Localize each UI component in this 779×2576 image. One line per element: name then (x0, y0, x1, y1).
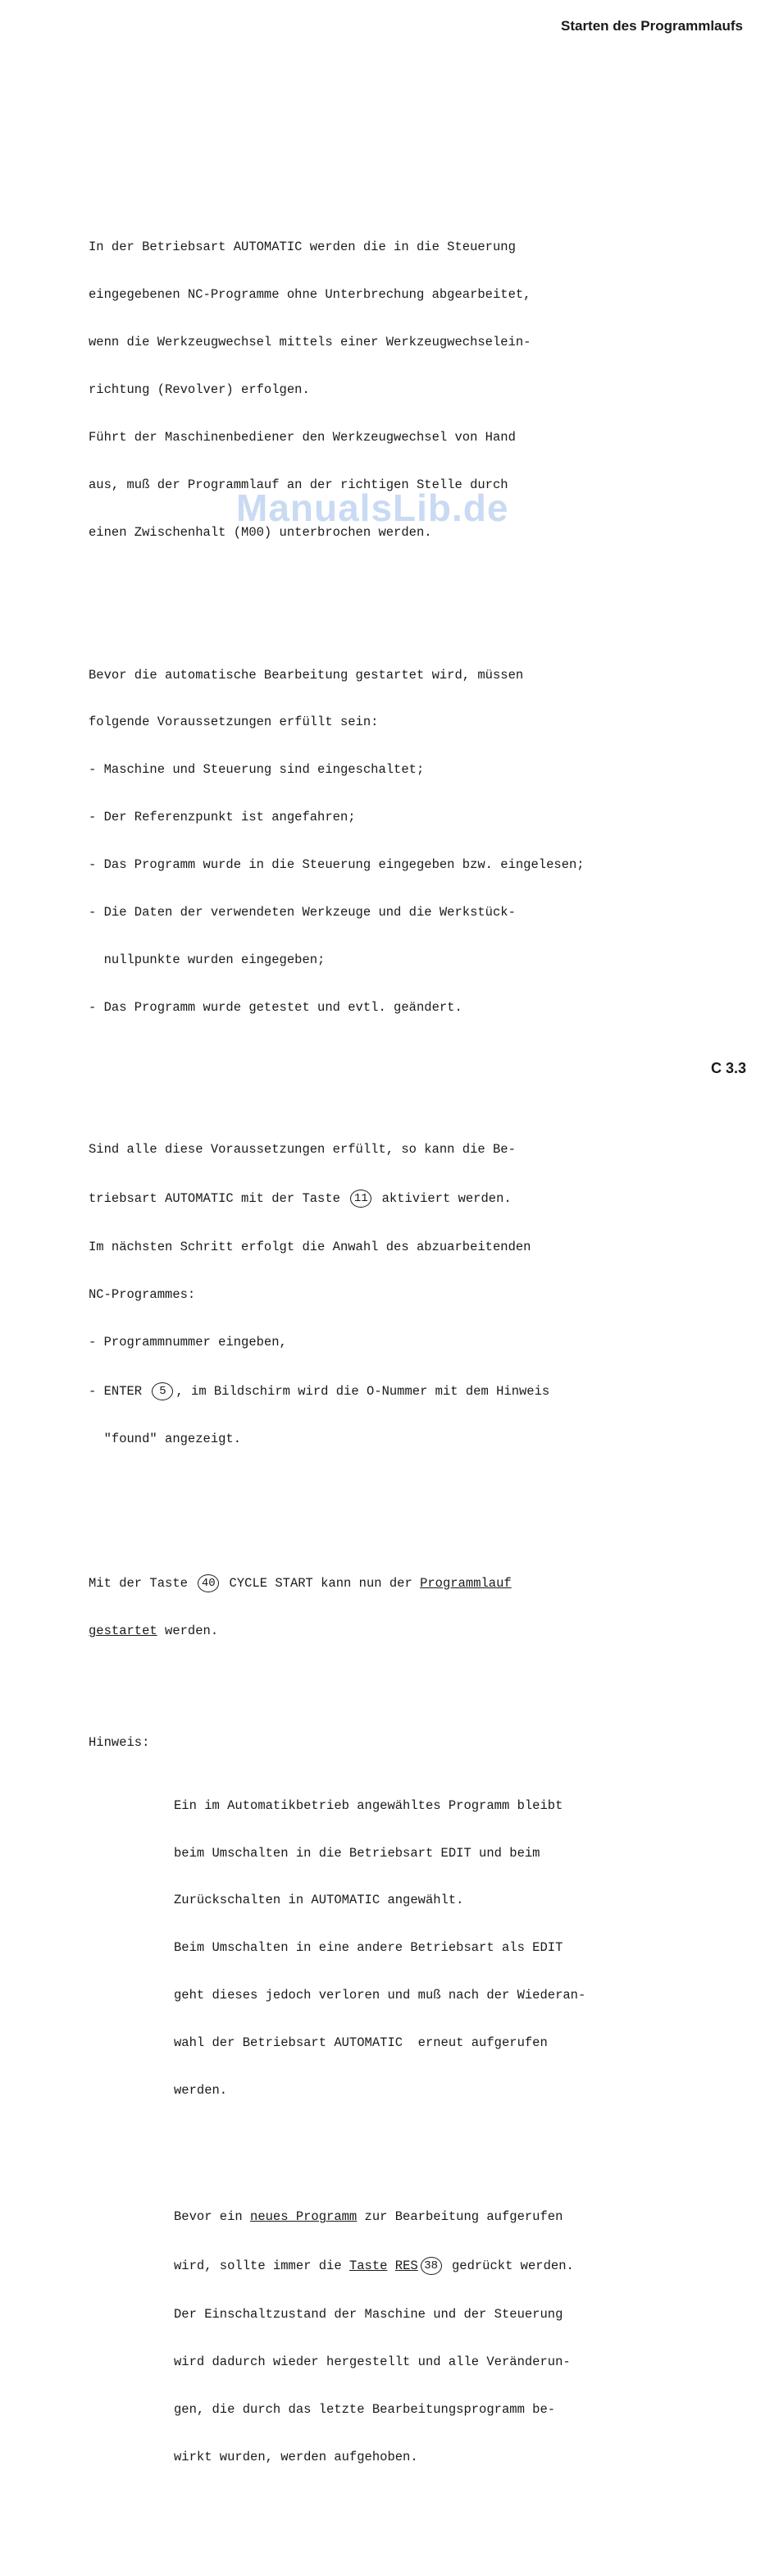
text-line: Der Einschaltzustand der Maschine und der Steuerung (174, 2306, 563, 2322)
text-line (89, 1624, 745, 1639)
underlined-text: RES (394, 2259, 418, 2274)
text-line: beim Umschalten in die Betriebsart EDIT und beim (174, 1845, 540, 1861)
key-5-badge: 5 (152, 1382, 173, 1400)
key-38-badge: 38 (421, 2257, 442, 2275)
key-40-badge: 40 (198, 1574, 219, 1592)
text-line: wird dadurch wieder hergestellt und alle Veränderun- (174, 2354, 571, 2369)
underlined-text: Taste (348, 2259, 388, 2274)
text-fragment: , im Bildschirm wird die O-Nummer mit dem Hinweis (175, 1383, 550, 1399)
paragraph-activation (89, 1111, 745, 1479)
text-line: eingegebenen NC-Programme ohne Unterbrechung abgearbeitet, (89, 287, 531, 303)
list-item: "found" angezeigt. (89, 1432, 242, 1447)
key-11-badge: 11 (350, 1190, 371, 1208)
text-fragment: - ENTER (89, 1383, 150, 1399)
list-item: - Die Daten der verwendeten Werkzeuge und die Werkstück- (89, 904, 516, 920)
text-line: Ein im Automatikbetrieb angewähltes Programm bleibt (174, 1797, 563, 1813)
text-line: wahl der Betriebsart AUTOMATIC erneut aufgerufen (174, 2035, 548, 2051)
hint-label: Hinweis: (89, 1734, 150, 1750)
list-item: - Maschine und Steuerung sind eingeschaltet; (89, 762, 425, 778)
text-line: In der Betriebsart AUTOMATIC werden die in die Steuerung (89, 240, 516, 255)
text-line (174, 2209, 745, 2225)
list-item: - Das Programm wurde getestet und evtl. geändert. (89, 999, 462, 1015)
text-line: Zurückschalten in AUTOMATIC angewählt. (174, 1893, 464, 1908)
hint-paragraph (174, 1766, 745, 2131)
text-line: Sind alle diese Voraussetzungen erfüllt, so kann die Be- (89, 1142, 516, 1158)
text-line (89, 1574, 745, 1592)
list-item (89, 1382, 745, 1400)
text-line: werden. (174, 2083, 228, 2099)
text-line: wenn die Werkzeugwechsel mittels einer Werkzeugwechselein- (89, 335, 531, 350)
page-header-title: Starten des Programmlaufs (560, 18, 743, 34)
text-fragment: Mit der Taste (89, 1575, 196, 1591)
list-item: - Das Programm wurde in die Steuerung eingegeben bzw. eingelesen; (89, 857, 585, 873)
text-fragment: CYCLE START kann nun der (221, 1575, 421, 1591)
underlined-text: Programmlauf (420, 1575, 512, 1591)
text-line: aus, muß der Programmlauf an der richtigen Stelle durch (89, 477, 508, 492)
text-fragment: werden. (157, 1624, 219, 1639)
list-item: - Der Referenzpunkt ist angefahren; (89, 810, 356, 825)
text-fragment: zur Bearbeitung aufgerufen (357, 2209, 563, 2225)
hint-block (89, 1735, 745, 2545)
text-line: richtung (Revolver) erfolgen. (89, 382, 310, 398)
watermark: ManualsLib.de (236, 486, 509, 529)
paragraph-intro (89, 208, 745, 573)
page-number: C 3.3 (710, 1060, 746, 1076)
text-line: Führt der Maschinenbediener den Werkzeugwechsel von Hand (89, 430, 516, 445)
text-line: NC-Programmes: (89, 1286, 196, 1302)
text-fragment: wird, sollte immer die (174, 2259, 349, 2274)
text-line: einen Zwischenhalt (M00) unterbrochen werden. (89, 524, 432, 540)
paragraph-prerequisites (89, 636, 745, 1048)
list-item: - Programmnummer eingeben, (89, 1334, 287, 1350)
paragraph-cycle-start (89, 1542, 745, 1671)
text-fragment: aktiviert werden. (374, 1191, 512, 1207)
text-line: Im nächsten Schritt erfolgt die Anwahl des abzuarbeitenden (89, 1239, 531, 1254)
list-item: nullpunkte wurden eingegeben; (89, 952, 326, 967)
text-fragment (387, 2259, 394, 2273)
text-fragment: triebsart AUTOMATIC mit der Taste (89, 1191, 348, 1207)
underlined-text: neues Programm (250, 2209, 358, 2225)
hint-paragraph-reset (174, 2178, 745, 2497)
hint-body (174, 1735, 745, 2545)
text-line: Beim Umschalten in eine andere Betriebsart als EDIT (174, 1940, 563, 1956)
underlined-text: gestartet (89, 1624, 157, 1639)
text-fragment: gedrückt werden. (444, 2259, 574, 2274)
text-line: gen, die durch das letzte Bearbeitungsprogramm be- (174, 2401, 556, 2417)
text-line: wirkt wurden, werden aufgehoben. (174, 2449, 418, 2464)
text-line (89, 1190, 745, 1208)
text-line: folgende Voraussetzungen erfüllt sein: (89, 715, 379, 730)
document-body (89, 161, 745, 2576)
text-fragment: Bevor ein (174, 2209, 251, 2225)
text-line: geht dieses jedoch verloren und muß nach der Wiederan- (174, 1988, 586, 2003)
text-line (174, 2257, 745, 2275)
text-line: Bevor die automatische Bearbeitung gestartet wird, müssen (89, 667, 524, 683)
